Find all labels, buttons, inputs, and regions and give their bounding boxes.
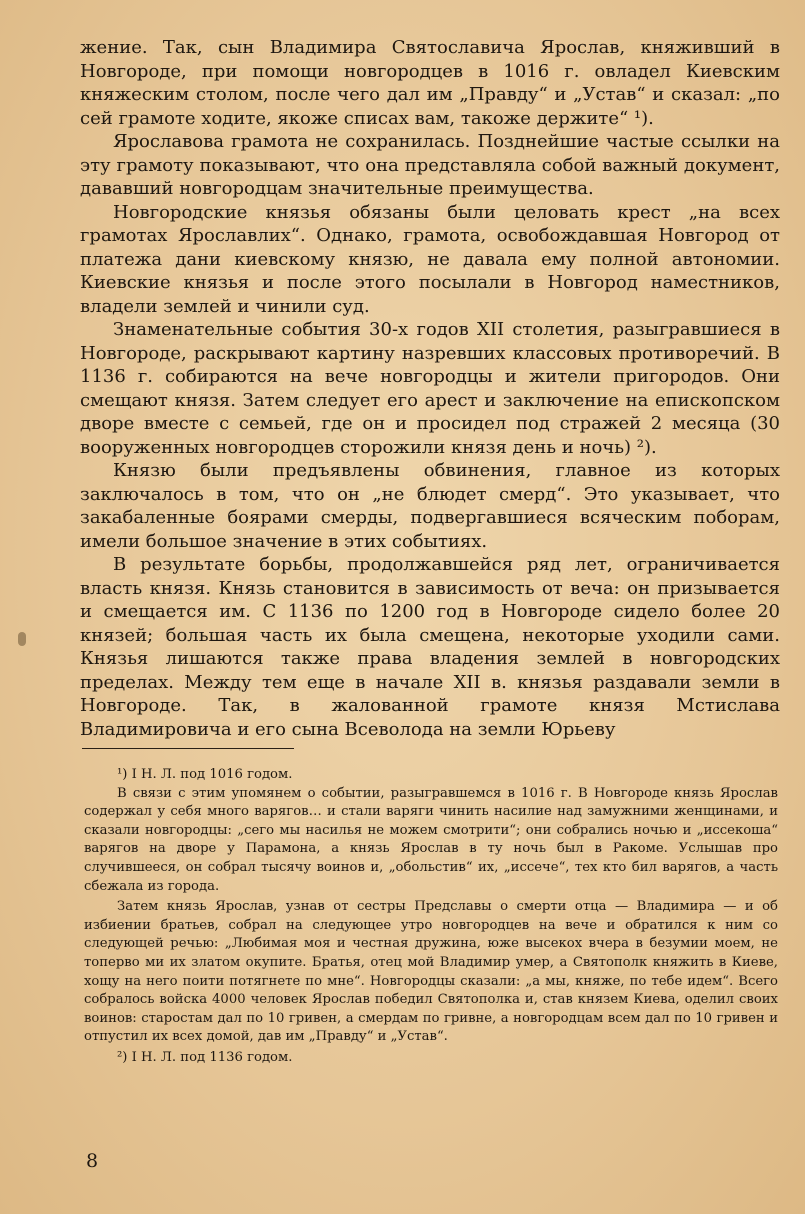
footnote-divider: [82, 748, 294, 749]
paragraph-5: Князю были предъявлены обвинения, главное из которых заключалось в том, что он „не блюдет смерд“. Это указывает, что закабаленные боярами смерды, подвергавшиеся всяческим поборам, имели большое значение в этих событиях.: [80, 460, 780, 552]
paragraph-2: Ярославова грамота не сохранилась. Позднейшие частые ссылки на эту грамоту показывают, что она представляла собой важный документ, дававший новгородцам значительные преимущества.: [80, 131, 780, 199]
footnote-1-continuation: Затем князь Ярослав, узнав от сестры Предславы о смерти отца — Владимира — и об избиении братьев, собрал на следующее утро новгородцев на вече и обратился к ним со следующей речью: „Любимая моя и честная дружина, юже высекох вчера в безумии моем, не топерво ми их златом окупите. Братья, отец мой Владимир умер, а Святополк княжить в Киеве, хощу на него поити потягнете по мне“. Новгородцы сказали: „а мы, княже, по тебе идем“. Всего собралось войска 4000 человек Ярослав победил Святополка и, став князем Киева, оделил своих воинов: старостам дал по 10 гривен, а смердам по гривне, а новгородцам всем дал по 10 гривен и отпустил их всех домой, дав им „Правду“ и „Устав“.: [84, 899, 778, 1045]
footnote-1-reference: ¹) I Н. Л. под 1016 годом.: [117, 767, 293, 782]
margin-stain: [18, 632, 26, 646]
footnote-1-text: В связи с этим упомянем о событии, разыгравшемся в 1016 г. В Новгороде князь Ярослав содержал у себя много варягов… и стали варяги чинить насилие над замужними женщинами, и сказали новгородцы: „сего мы насилья не можем смотрити“; они собрались ночью и „иссекоша“ варягов на дворе у Парамона, а князь Ярослав в ту ночь был в Ракоме. Услышав про случившееся, он собрал тысячу воинов и, „обольстив“ их, „иссече“, тех кто бил варягов, а часть сбежала из города.: [84, 785, 778, 894]
paragraph-1: жение. Так, сын Владимира Святославича Ярослав, княживший в Новгороде, при помощи новгородцев в 1016 г. овладел Киевским княжеским столом, после чего дал им „Правду“ и „Устав“ и сказал: „по сей грамоте ходите, якоже списах вам, такоже держите“ ¹).: [80, 37, 780, 129]
footnotes: [84, 766, 778, 1068]
paragraph-6: В результате борьбы, продолжавшейся ряд лет, ограничивается власть князя. Князь становится в зависимость от веча: он призывается и смещается им. С 1136 по 1200 год в Новгороде сидело более 20 князей; большая часть их была смещена, некоторые уходили сами. Князья лишаются также права владения землей в новгородских пределах. Между тем еще в начале XII в. князья раздавали земли в Новгороде. Так, в жалованной грамоте князя Мстислава Владимировича и его сына Всеволода на земли Юрьеву: [80, 554, 780, 740]
page-number: 8: [86, 1150, 99, 1172]
paragraph-3: Новгородские князья обязаны были целовать крест „на всех грамотах Ярославлих“. Однако, грамота, освобождавшая Новгород от платежа дани киевскому князю, не давала ему полной автономии. Киевские князья и после этого посылали в Новгород наместников, владели землей и чинили суд.: [80, 201, 780, 317]
main-text: [80, 36, 780, 741]
paragraph-4: Знаменательные события 30-х годов XII столетия, разыгравшиеся в Новгороде, раскрывают картину назревших классовых противоречий. В 1136 г. собираются на вече новгородцы и жители пригородов. Они смещают князя. Затем следует его арест и заключение на епископском дворе вместе с семьей, где он и просидел под стражей 2 месяца (30 вооруженных новгородцев сторожили князя день и ночь) ²).: [80, 319, 780, 458]
footnote-2-reference: ²) I Н. Л. под 1136 годом.: [117, 1049, 293, 1065]
